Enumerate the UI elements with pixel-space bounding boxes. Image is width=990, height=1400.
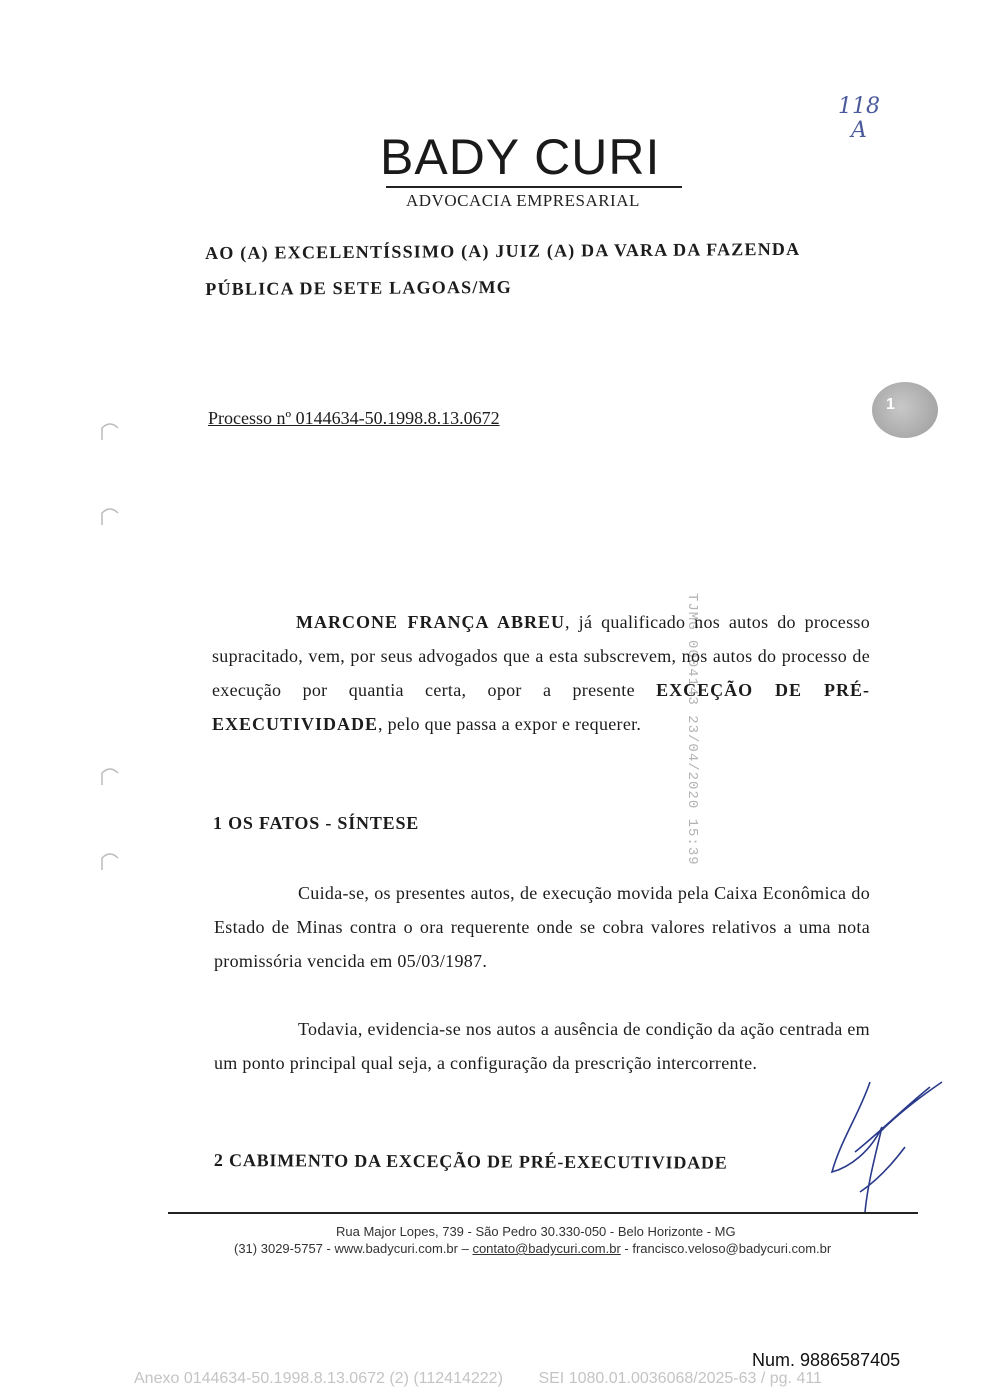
punch-hole-mark bbox=[98, 765, 122, 789]
section-1-paragraph-1 bbox=[214, 876, 870, 978]
handwritten-page-note bbox=[838, 95, 880, 143]
intro-text-a: , já qualificado nos autos do processo supracitado, vem, por seus advogados que a esta subscrevem, nos autos do processo de execução por quantia certa, opor a presente bbox=[212, 612, 870, 700]
footer-contact bbox=[234, 1241, 831, 1256]
document-number: Num. 9886587405 bbox=[752, 1350, 901, 1370]
party-name: MARCONE FRANÇA ABREU bbox=[296, 612, 566, 632]
motion-name: EXCEÇÃO DE PRÉ-EXECUTIVIDADE bbox=[212, 680, 870, 734]
punch-hole-mark bbox=[98, 850, 122, 874]
footer-contact-prefix: (31) 3029-5757 - www.badycuri.com.br – bbox=[234, 1241, 473, 1256]
addressee-line-1: AO (A) EXCELENTÍSSIMO (A) JUIZ (A) DA VARA DA FAZENDA bbox=[205, 238, 801, 263]
court-receipt-stamp: TJMG 0004143 23/04/2020 15:39 bbox=[684, 593, 700, 866]
punch-hole-mark bbox=[98, 505, 122, 529]
footer-contact-email-link[interactable]: contato@badycuri.com.br bbox=[472, 1241, 621, 1256]
footer-contact-suffix: - francisco.veloso@badycuri.com.br bbox=[620, 1241, 832, 1256]
handwritten-page-letter: A bbox=[851, 118, 867, 143]
intro-text-b: , pelo que passa a expor e requerer. bbox=[378, 714, 642, 734]
punch-hole-mark bbox=[98, 420, 122, 444]
section-2-heading: 2 CABIMENTO DA EXCEÇÃO DE PRÉ-EXECUTIVIDADE bbox=[213, 1150, 728, 1173]
annex-reference-text: Anexo 0144634-50.1998.8.13.0672 (2) (112414222) SEI 1080.01.0036068/2025-63 / pg. 411 bbox=[134, 1370, 822, 1387]
firm-logo-subtitle: ADVOCACIA EMPRESARIAL bbox=[406, 191, 640, 210]
footer-address: Rua Major Lopes, 739 - São Pedro 30.330-050 - Belo Horizonte - MG bbox=[336, 1224, 736, 1239]
addressee-block bbox=[205, 230, 865, 307]
intro-paragraph bbox=[212, 605, 870, 741]
logo-divider bbox=[386, 186, 682, 188]
section-1-paragraph-2 bbox=[214, 1012, 870, 1080]
handwritten-page-number: 118 bbox=[838, 94, 880, 119]
process-number: Processo nº 0144634-50.1998.8.13.0672 bbox=[208, 408, 500, 428]
annex-reference bbox=[134, 1370, 822, 1388]
firm-logo-name: BADY CURI bbox=[380, 129, 661, 185]
section-1-paragraph-1-text: Cuida-se, os presentes autos, de execução movida pela Caixa Econômica do Estado de Minas contra o ora requerente onde se cobra valores relativos a uma nota promissória vencida em 05/03/1987. bbox=[214, 883, 870, 971]
handwritten-signature bbox=[820, 1072, 950, 1222]
section-1-paragraph-2-text: Todavia, evidencia-se nos autos a ausência de condição da ação centrada em um ponto principal qual seja, a configuração da prescrição intercorrente. bbox=[214, 1019, 870, 1073]
addressee-line-2: PÚBLICA DE SETE LAGOAS/MG bbox=[205, 276, 513, 299]
section-1-heading: 1 OS FATOS - SÍNTESE bbox=[213, 813, 420, 833]
page-badge-number: 1 bbox=[886, 396, 895, 413]
footer-divider bbox=[168, 1212, 918, 1214]
page-badge bbox=[872, 382, 938, 438]
